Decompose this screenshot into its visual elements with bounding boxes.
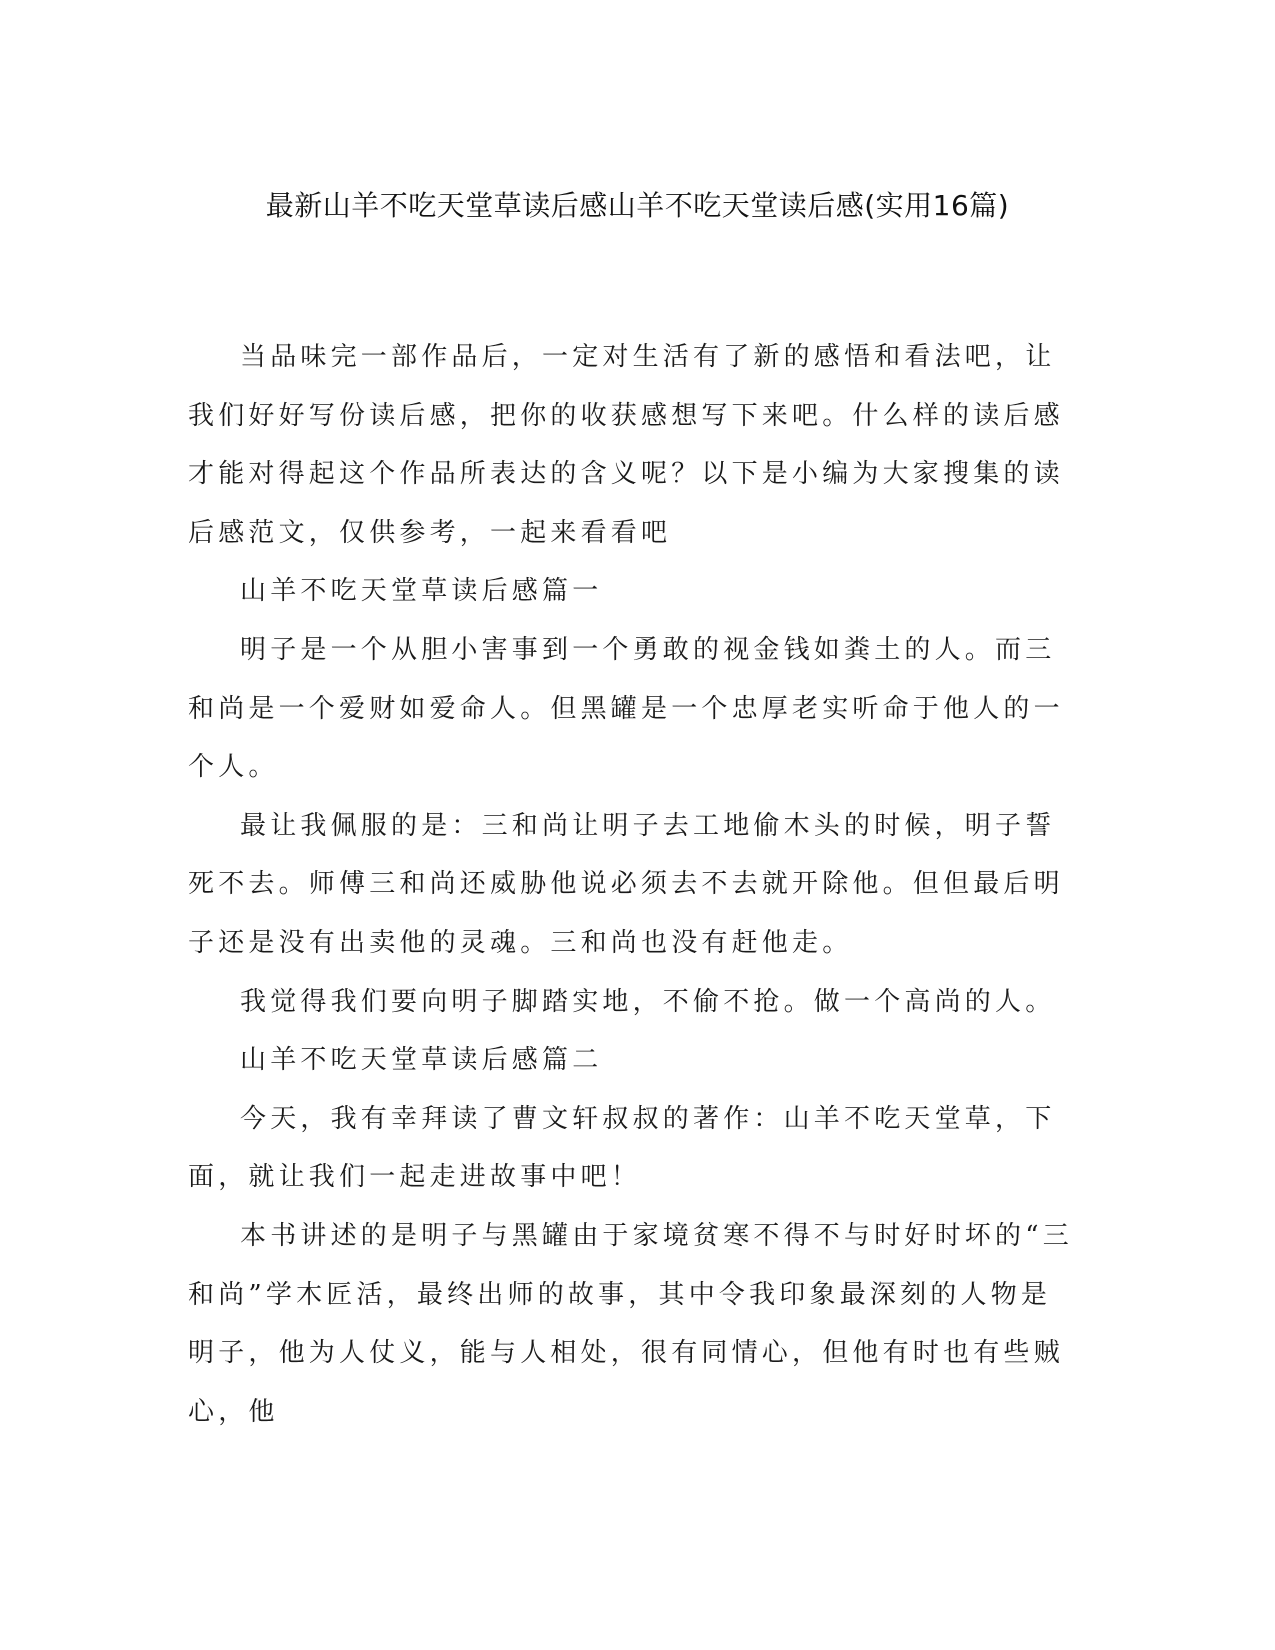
paragraph-1-3: 我觉得我们要向明子脚踏实地，不偷不抢。做一个高尚的人。 [240,986,1056,1017]
document-body [188,328,1076,1441]
section-heading-1: 山羊不吃天堂草读后感篇一 [240,576,603,607]
paragraph-2-1: 今天，我有幸拜读了曹文轩叔叔的著作：山羊不吃天堂草，下面，就让我们一起走进故事中吧！ [188,1103,1056,1193]
paragraph-intro: 当品味完一部作品后，一定对生活有了新的感悟和看法吧，让我们好好写份读后感，把你的收获感想写下来吧。什么样的读后感才能对得起这个作品所表达的含义呢？以下是小编为大家搜集的读后感范文，仅供参考，一起来看看吧 [188,342,1064,548]
document-title: 最新山羊不吃天堂草读后感山羊不吃天堂读后感(实用16篇) [265,189,1010,222]
paragraph-1-2: 最让我佩服的是：三和尚让明子去工地偷木头的时候，明子誓死不去。师傅三和尚还威胁他说必须去不去就开除他。但但最后明子还是没有出卖他的灵魂。三和尚也没有赶他走。 [188,810,1064,958]
section-heading-2: 山羊不吃天堂草读后感篇二 [240,1045,603,1076]
paragraph-2-2: 本书讲述的是明子与黑罐由于家境贫寒不得不与时好时坏的“三和尚”学木匠活，最终出师的故事，其中令我印象最深刻的人物是明子，他为人仗义，能与人相处，很有同情心，但他有时也有些贼心，他 [188,1220,1073,1427]
paragraph-1-1: 明子是一个从胆小害事到一个勇敢的视金钱如粪土的人。而三和尚是一个爱财如爱命人。但黑罐是一个忠厚老实听命于他人的一个人。 [188,634,1064,783]
